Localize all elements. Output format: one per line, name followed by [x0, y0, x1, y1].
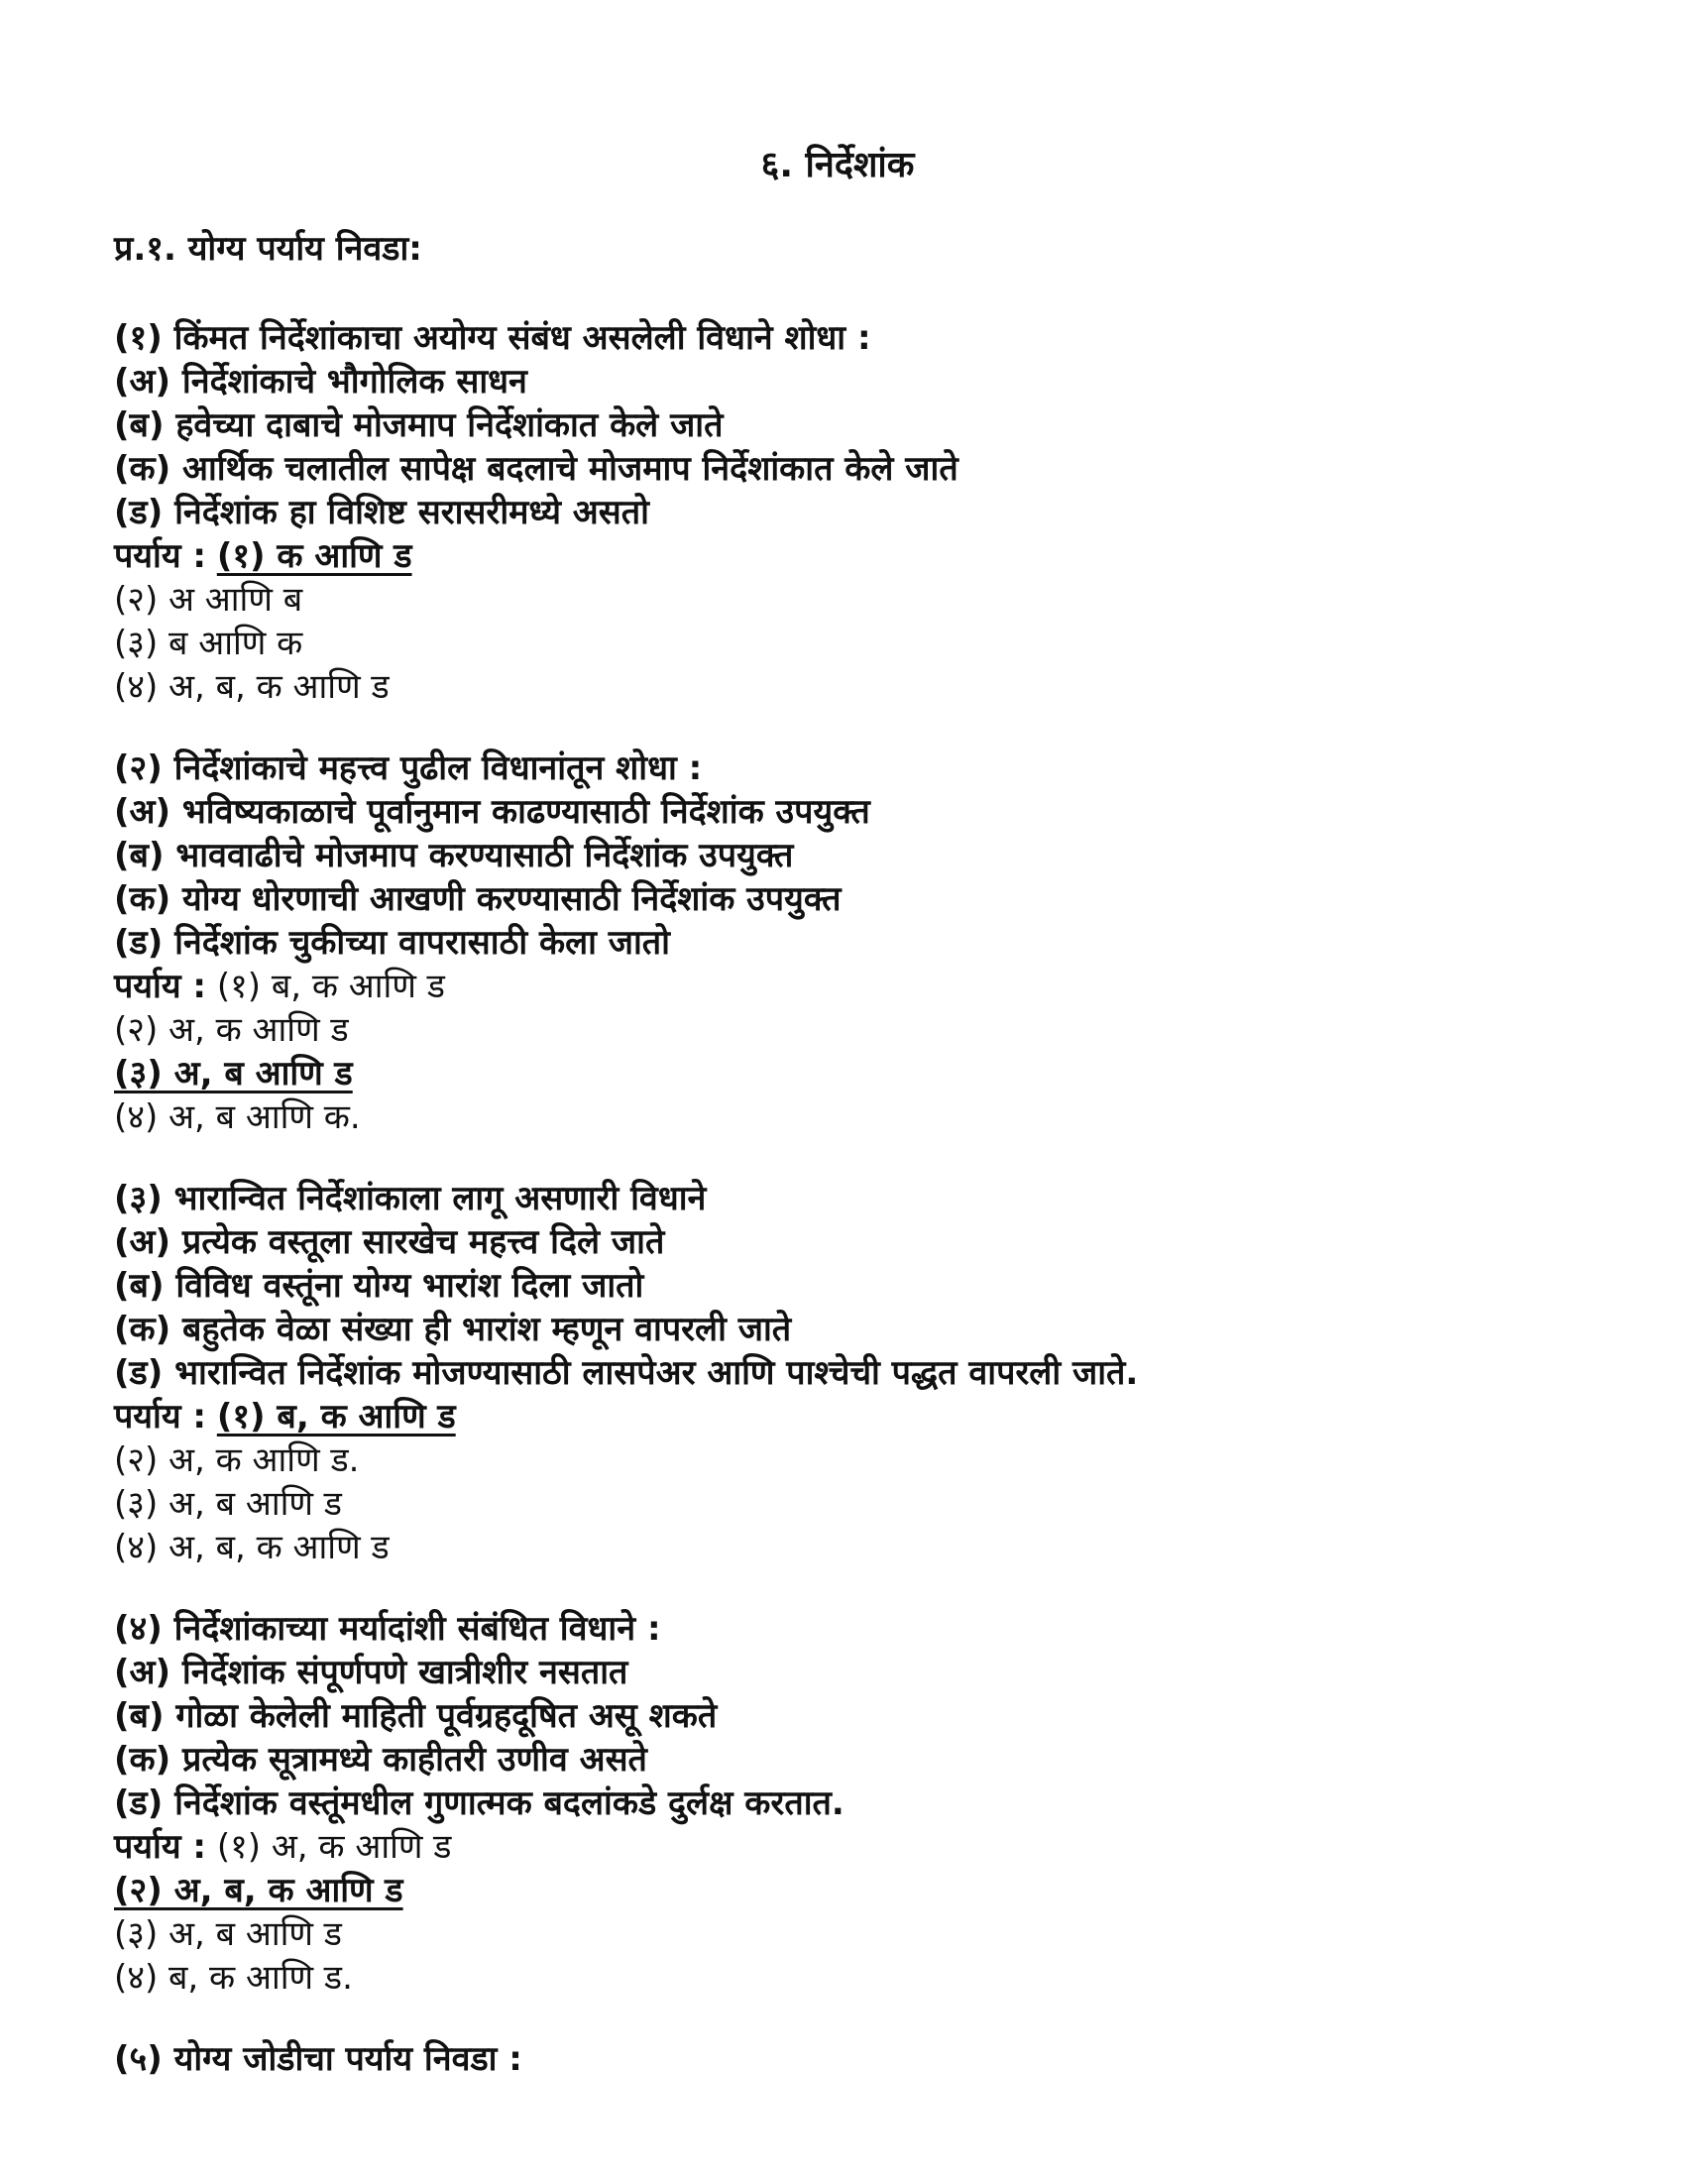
option: (२) अ आणि ब: [114, 580, 303, 620]
paryay-label: पर्याय :: [114, 1397, 206, 1437]
option-row: [114, 1395, 1581, 1438]
paryay-label: पर्याय :: [114, 536, 206, 576]
statement: (क) प्रत्येक सूत्रामध्ये काहीतरी उणीव असते: [114, 1740, 647, 1780]
option: (१) अ, क आणि ड: [216, 1827, 452, 1867]
statement: (अ) निर्देशांक संपूर्णपणे खात्रीशीर नसतात: [114, 1653, 628, 1692]
statement: (ड) निर्देशांक वस्तूंमधील गुणात्मक बदलांकडे दुर्लक्ष करतात.: [114, 1783, 844, 1823]
option: (३) अ, ब आणि ड: [114, 1914, 342, 1954]
option: (४) अ, ब, क आणि ड: [114, 667, 390, 707]
option-correct: (३) अ, ब आणि ड: [114, 1054, 353, 1093]
document-page: [114, 139, 1581, 2119]
statement: (अ) भविष्यकाळाचे पूर्वानुमान काढण्यासाठी निर्देशांक उपयुक्त: [114, 792, 870, 832]
paryay-label: पर्याय :: [114, 1827, 206, 1867]
page-title: ६. निर्देशांक: [760, 145, 915, 185]
statement: (ड) निर्देशांक चुकीच्या वापरासाठी केला जातो: [114, 923, 670, 963]
question-block: [114, 1177, 1581, 1569]
option: (३) अ, ब आणि ड: [114, 1484, 342, 1524]
option-correct: (१) ब, क आणि ड: [216, 1397, 456, 1437]
statement: (अ) निर्देशांकाचे भौगोलिक साधन: [114, 362, 527, 402]
question-text: (१) किंमत निर्देशांकाचा अयोग्य संबंध असलेली विधाने शोधा :: [114, 318, 871, 358]
option: (२) अ, क आणि ड: [114, 1010, 349, 1050]
option-row: [114, 1825, 1581, 1869]
statement: (ब) भाववाढीचे मोजमाप करण्यासाठी निर्देशांक उपयुक्त: [114, 836, 794, 875]
option: (४) अ, ब, क आणि ड: [114, 1528, 390, 1567]
question-text: (३) भारान्वित निर्देशांकाला लागू असणारी विधाने: [114, 1179, 707, 1218]
statement: (ब) गोळा केलेली माहिती पूर्वग्रहदूषित असू शकते: [114, 1696, 718, 1736]
question-block: [114, 747, 1581, 1139]
option: (१) ब, क आणि ड: [216, 967, 445, 1006]
question-heading: प्र.१. योग्य पर्याय निवडा:: [114, 229, 422, 269]
statement: (क) बहुतेक वेळा संख्या ही भारांश म्हणून वापरली जाते: [114, 1310, 792, 1349]
option-row: [114, 534, 1581, 578]
statement: (ड) भारान्वित निर्देशांक मोजण्यासाठी लासपेअर आणि पाश्चेची पद्धत वापरली जाते.: [114, 1353, 1139, 1393]
option: (४) अ, ब आणि क.: [114, 1097, 361, 1137]
option-correct: (२) अ, ब, क आणि ड: [114, 1871, 403, 1910]
question-block: [114, 316, 1581, 709]
option: (३) ब आणि क: [114, 624, 303, 663]
paryay-label: पर्याय :: [114, 967, 206, 1006]
statement: (क) योग्य धोरणाची आखणी करण्यासाठी निर्देशांक उपयुक्त: [114, 879, 842, 919]
option: (२) अ, क आणि ड.: [114, 1440, 360, 1480]
option-row: [114, 965, 1581, 1008]
question-text: (४) निर्देशांकाच्या मर्यादांशी संबंधित विधाने :: [114, 1609, 661, 1649]
option: (४) ब, क आणि ड.: [114, 1958, 353, 1998]
statement: (ब) हवेच्या दाबाचे मोजमाप निर्देशांकात केले जाते: [114, 405, 724, 445]
statement: (क) आर्थिक चलातील सापेक्ष बदलाचे मोजमाप निर्देशांकात केले जाते: [114, 449, 958, 489]
question-block: [114, 2037, 1581, 2081]
statement: (ड) निर्देशांक हा विशिष्ट सरासरीमध्ये असतो: [114, 493, 649, 532]
question-text: (२) निर्देशांकाचे महत्त्व पुढील विधानांतून शोधा :: [114, 748, 703, 788]
question-block: [114, 1607, 1581, 2000]
statement: (अ) प्रत्येक वस्तूला सारखेच महत्त्व दिले जाते: [114, 1222, 665, 1262]
question-text: (५) योग्य जोडीचा पर्याय निवडा :: [114, 2039, 522, 2079]
option-correct: (१) क आणि ड: [216, 536, 412, 576]
statement: (ब) विविध वस्तूंना योग्य भारांश दिला जातो: [114, 1266, 644, 1306]
